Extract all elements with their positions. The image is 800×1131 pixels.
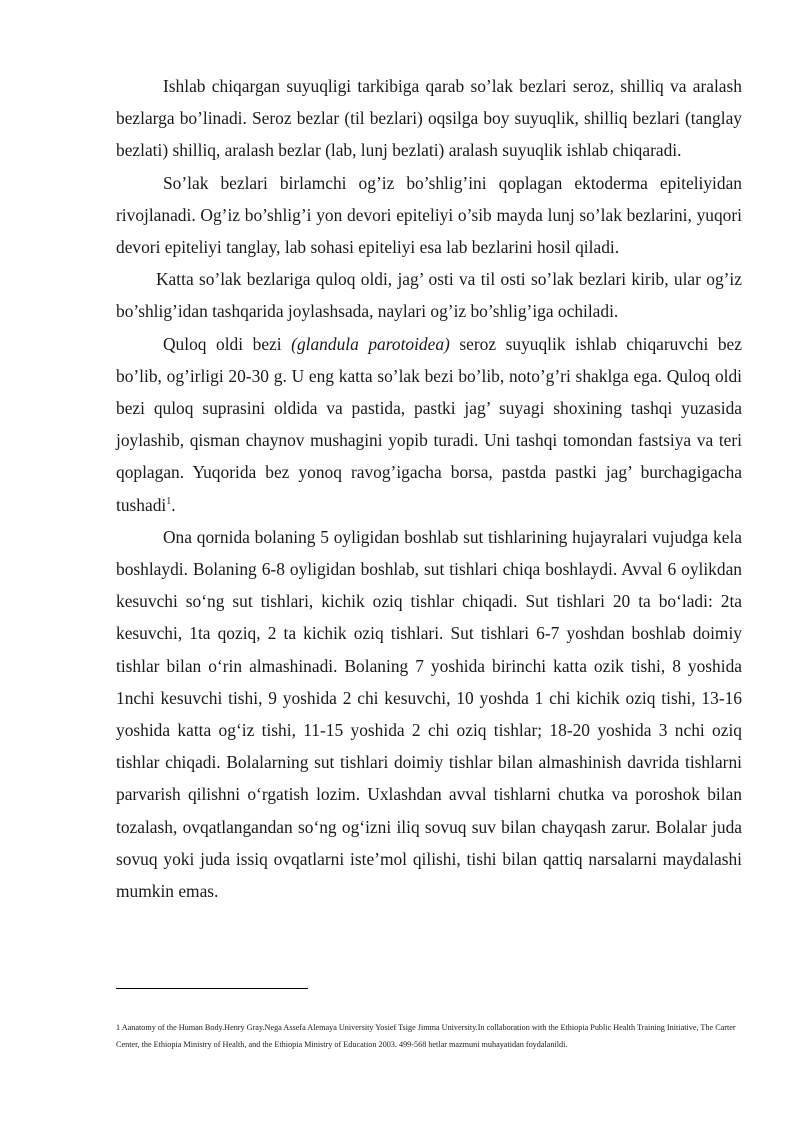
footnote-reference[interactable]: 1 [166, 495, 172, 507]
footnote-area [116, 1020, 746, 1053]
paragraph-teeth-development: Ona qornida bolaning 5 oyligidan boshlab sut tishlarining hujayralari vujudga kela boshlaydi. Bolaning 6-8 oyligidan boshlab, sut tishlari chiqa boshlaydi. Avval 6 oylikdan kesuvchi so‘ng sut tishlari, kichik oziq tishlar chiqadi. Sut tishlari 20 ta bo‘ladi: 2ta kesuvchi, 1ta qoziq, 2 ta kichik oziq tishlari. Sut tishlari 6-7 yoshdan boshlab doimiy tishlar bilan o‘rin almashinadi. Bolaning 7 yoshida birinchi katta ozik tishi, 8 yoshida 1nchi kesuvchi tishi, 9 yoshida 2 chi kesuvchi, 10 yoshda 1 chi kichik oziq tishi, 13-16 yoshida katta og‘iz tishi, 11-15 yoshida 2 chi oziq tishlar; 18-20 yoshida 3 nchi oziq tishlar chiqadi. Bolalarning sut tishlari doimiy tishlar bilan almashinish davrida tishlarni parvarish qilishni o‘rgatish lozim. Uxlashdan avval tishlarni chutka va poroshok bilan tozalash, ovqatlangandan so‘ng og‘izni iliq sovuq suv bilan chayqash zarur. Bolalar juda sovuq yoki juda issiq ovqatlarni iste’mol qilishi, tishi bilan qattiq narsalarni maydalashi mumkin emas. [116, 526, 742, 902]
paragraph-parotid-gland [116, 328, 742, 521]
parotid-text-before: Quloq oldi bezi [163, 333, 292, 354]
latin-term: (glandula parotoidea) [291, 333, 450, 354]
paragraph-salivary-gland-types: Ishlab chiqargan suyuqligi tarkibiga qarab so’lak bezlari seroz, shilliq va aralash bezlarga bo’linadi. Seroz bezlar (til bezlari) oqsilga boy suyuqlik, shilliq bezlari (tanglay bezlati) shilliq, aralash bezlar (lab, lunj bezlati) aralash suyuqlik ishlab chiqaradi. [116, 76, 742, 161]
body-text [116, 70, 742, 907]
parotid-text-after: seroz suyuqlik ishlab chiqaruvchi bez bo’lib, og’irligi 20-30 g. U eng katta so’lak bezi bo’lib, noto’g’ri shaklga ega. Quloq oldi bezi quloq suprasini oldida va pastida, pastki jag’ suyagi shoxining tashqi yuzasida joylashib, qisman chaynov mushagini yopib turadi. Uni tashqi tomondan fastsiya va teri qoplagan. Yuqorida bez yonoq ravog’igacha borsa, pastda pastki jag’ burchagigacha tushadi [116, 333, 742, 515]
footnote-separator [116, 988, 308, 989]
paragraph-major-salivary-glands: Katta so’lak bezlariga quloq oldi, jag’ osti va til osti so’lak bezlari kirib, ular og’iz bo’shlig’idan tashqarida joylashsada, naylari og’iz bo’shlig’iga ochiladi. [116, 269, 742, 322]
paragraph-salivary-gland-development: So’lak bezlari birlamchi og’iz bo’shlig’ini qoplagan ektoderma epiteliyidan rivojlanadi. Og’iz bo’shlig’i yon devori epiteliyi o’sib mayda lunj so’lak bezlarini, yuqori devori epiteliyi tanglay, lab sohasi epiteliyi esa lab bezlarini hosil qiladi. [116, 172, 742, 258]
parotid-text-end: . [171, 494, 176, 515]
footnote-text: 1 Aanatomy of the Human Body.Henry Gray.Nega Assefa Alemaya University Yosief Tsige Jimma University.In collaboration with the Ethiopia Public Health Training Initiative, The Carter Center, the Ethiopia Ministry of Health, and the Ethiopia Ministry of Education 2003. 499-568 betlar mazmuni muhayatidan foydalanildi. [116, 1023, 736, 1049]
